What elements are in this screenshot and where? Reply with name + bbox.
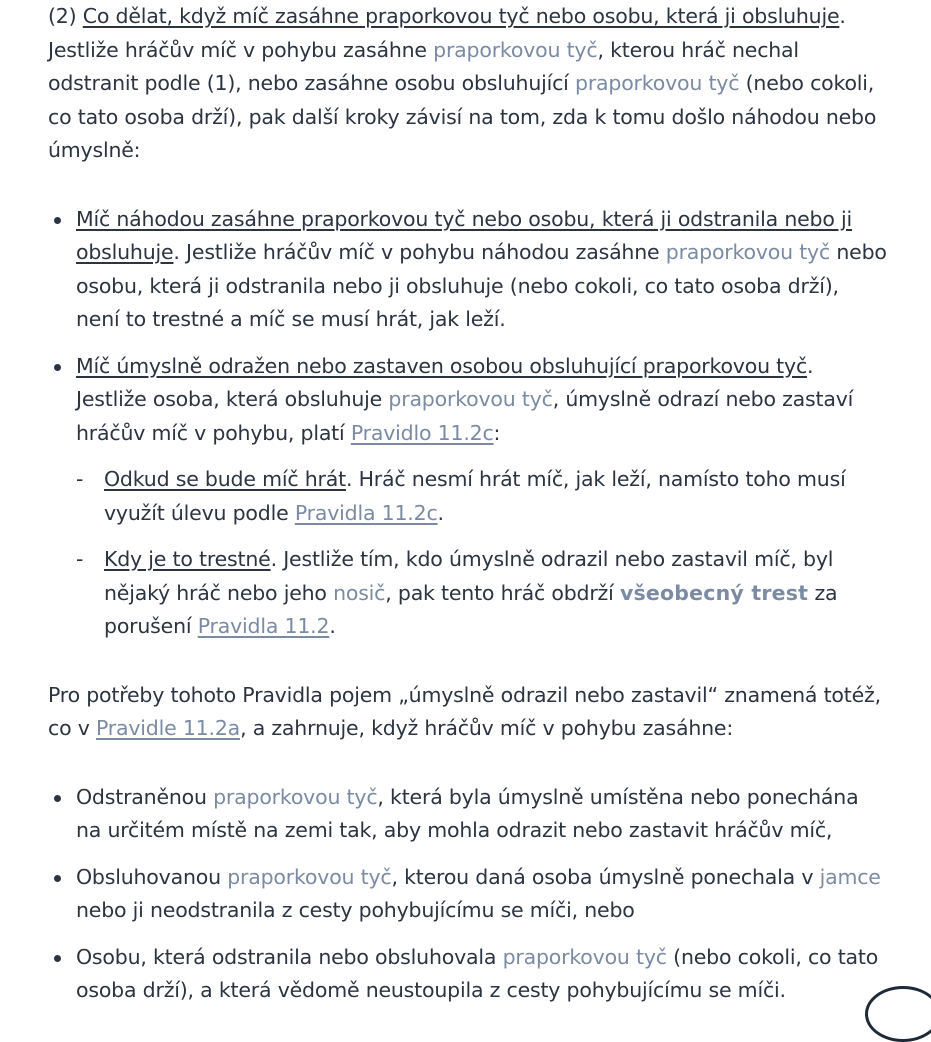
dash-mark: -: [76, 467, 84, 491]
spacer: [48, 746, 888, 781]
list-item-deliberate: [48, 350, 888, 644]
text: . Jestliže tím, kdo úmyslně odrazil nebo zastavil míč, byl nějaký hráč nebo jeho: [104, 547, 834, 605]
list-item-removed-flagstick: [48, 781, 888, 848]
text: , úmyslně odrazí nebo zastaví hráčův míč v pohybu, platí: [76, 387, 854, 445]
heading-deliberate: Míč úmyslně odražen nebo zastaven osobou obsluhující praporkovou tyč: [76, 353, 808, 378]
heading-accidental: Míč náhodou zasáhne praporkovou tyč nebo osobu, která ji odstranila nebo ji obsluhuje: [76, 206, 853, 264]
text: , a zahrnuje, když hráčův míč v pohybu zasáhne:: [240, 716, 734, 740]
bullet-list-includes: [48, 781, 888, 1008]
text: , kterou daná osoba úmyslně ponechala v: [391, 864, 820, 889]
link-rule-11-2c[interactable]: Pravidla 11.2c: [294, 500, 438, 525]
term-flagstick[interactable]: praporkovou tyč: [665, 240, 831, 264]
link-rule-11-2a[interactable]: Pravidle 11.2a: [95, 716, 241, 740]
text: nebo ji neodstranila z cesty pohybujícímu se míči, nebo: [76, 898, 635, 922]
text: Obsluhovanou: [76, 864, 228, 889]
text: nebo osobu, která ji odstranila nebo ji obsluhuje (nebo cokoli, co tato osoba drží), není to trestné a míč se musí hrát, jak leží.: [76, 240, 887, 331]
paragraph-definition: [48, 679, 888, 746]
text: , pak tento hráč obdrží: [385, 580, 620, 605]
term-flagstick[interactable]: praporkovou tyč: [388, 387, 553, 411]
text: . Jestliže osoba, která obsluhuje: [76, 353, 814, 411]
spacer: [48, 168, 888, 203]
text: Pro potřeby tohoto Pravidla pojem „úmyslně odrazil nebo zastavil“ znamená totéž, co v: [48, 682, 881, 740]
dash-item-when-penalty: [76, 543, 888, 644]
heading-where-to-play: Odkud se bude míč hrát: [104, 467, 346, 491]
term-general-penalty[interactable]: všeobecný trest: [619, 580, 809, 605]
paragraph-flagstick-hit: [48, 0, 888, 168]
spacer: [48, 657, 888, 679]
text: .: [437, 500, 444, 525]
heading-when-penalty: Kdy je to trestné: [104, 547, 271, 571]
text: Odstraněnou: [76, 784, 214, 809]
term-flagstick[interactable]: praporkovou tyč: [227, 864, 392, 889]
text: . Jestliže hráčův míč v pohybu zasáhne: [48, 4, 846, 62]
link-rule-11-2[interactable]: Pravidla 11.2: [197, 614, 330, 638]
list-item-accidental: [48, 203, 888, 337]
dash-item-where-to-play: [76, 463, 888, 530]
text: . Hráč nesmí hrát míč, jak leží, namísto toho musí využít úlevu podle: [104, 467, 846, 525]
list-item-person: [48, 941, 888, 1008]
term-caddie[interactable]: nosič: [333, 580, 386, 605]
text: Osobu, která odstranila nebo obsluhovala: [76, 944, 503, 969]
list-item-attended-flagstick: [48, 861, 888, 928]
text: :: [493, 420, 501, 445]
term-flagstick[interactable]: praporkovou tyč: [213, 784, 378, 809]
dash-mark: -: [76, 547, 84, 571]
text: , kterou hráč nechal odstranit podle (1), nebo zasáhne osobu obsluhující: [48, 37, 799, 95]
term-flagstick[interactable]: praporkovou tyč: [575, 71, 740, 95]
term-flagstick[interactable]: praporkovou tyč: [502, 944, 667, 969]
paragraph-number: (2): [48, 4, 83, 28]
link-rule-11-2c[interactable]: Pravidlo 11.2c: [350, 420, 494, 445]
floating-button-edge[interactable]: [865, 986, 931, 1042]
text: za porušení: [104, 580, 838, 638]
heading-flagstick-hit: Co dělat, když míč zasáhne praporkovou tyč nebo osobu, která ji obsluhuje: [82, 4, 840, 28]
rule-content: [48, 0, 888, 1021]
text: (nebo cokoli, co tato osoba drží), a která vědomě neustoupila z cesty pohybujícímu se míči.: [76, 944, 879, 1002]
text: . Jestliže hráčův míč v pohybu náhodou zasáhne: [173, 240, 666, 264]
text: (nebo cokoli, co tato osoba drží), pak další kroky závisí na tom, zda k tomu došlo náhodou nebo úmyslně:: [48, 71, 877, 162]
term-flagstick[interactable]: praporkovou tyč: [433, 37, 598, 62]
dash-list: [76, 463, 888, 644]
bullet-list-hit-cases: [48, 203, 888, 644]
term-hole[interactable]: jamce: [819, 864, 881, 889]
text: , která byla úmyslně umístěna nebo ponechána na určitém místě na zemi tak, aby mohla odrazit nebo zastavit hráčův míč,: [76, 784, 859, 842]
text: .: [329, 614, 336, 638]
